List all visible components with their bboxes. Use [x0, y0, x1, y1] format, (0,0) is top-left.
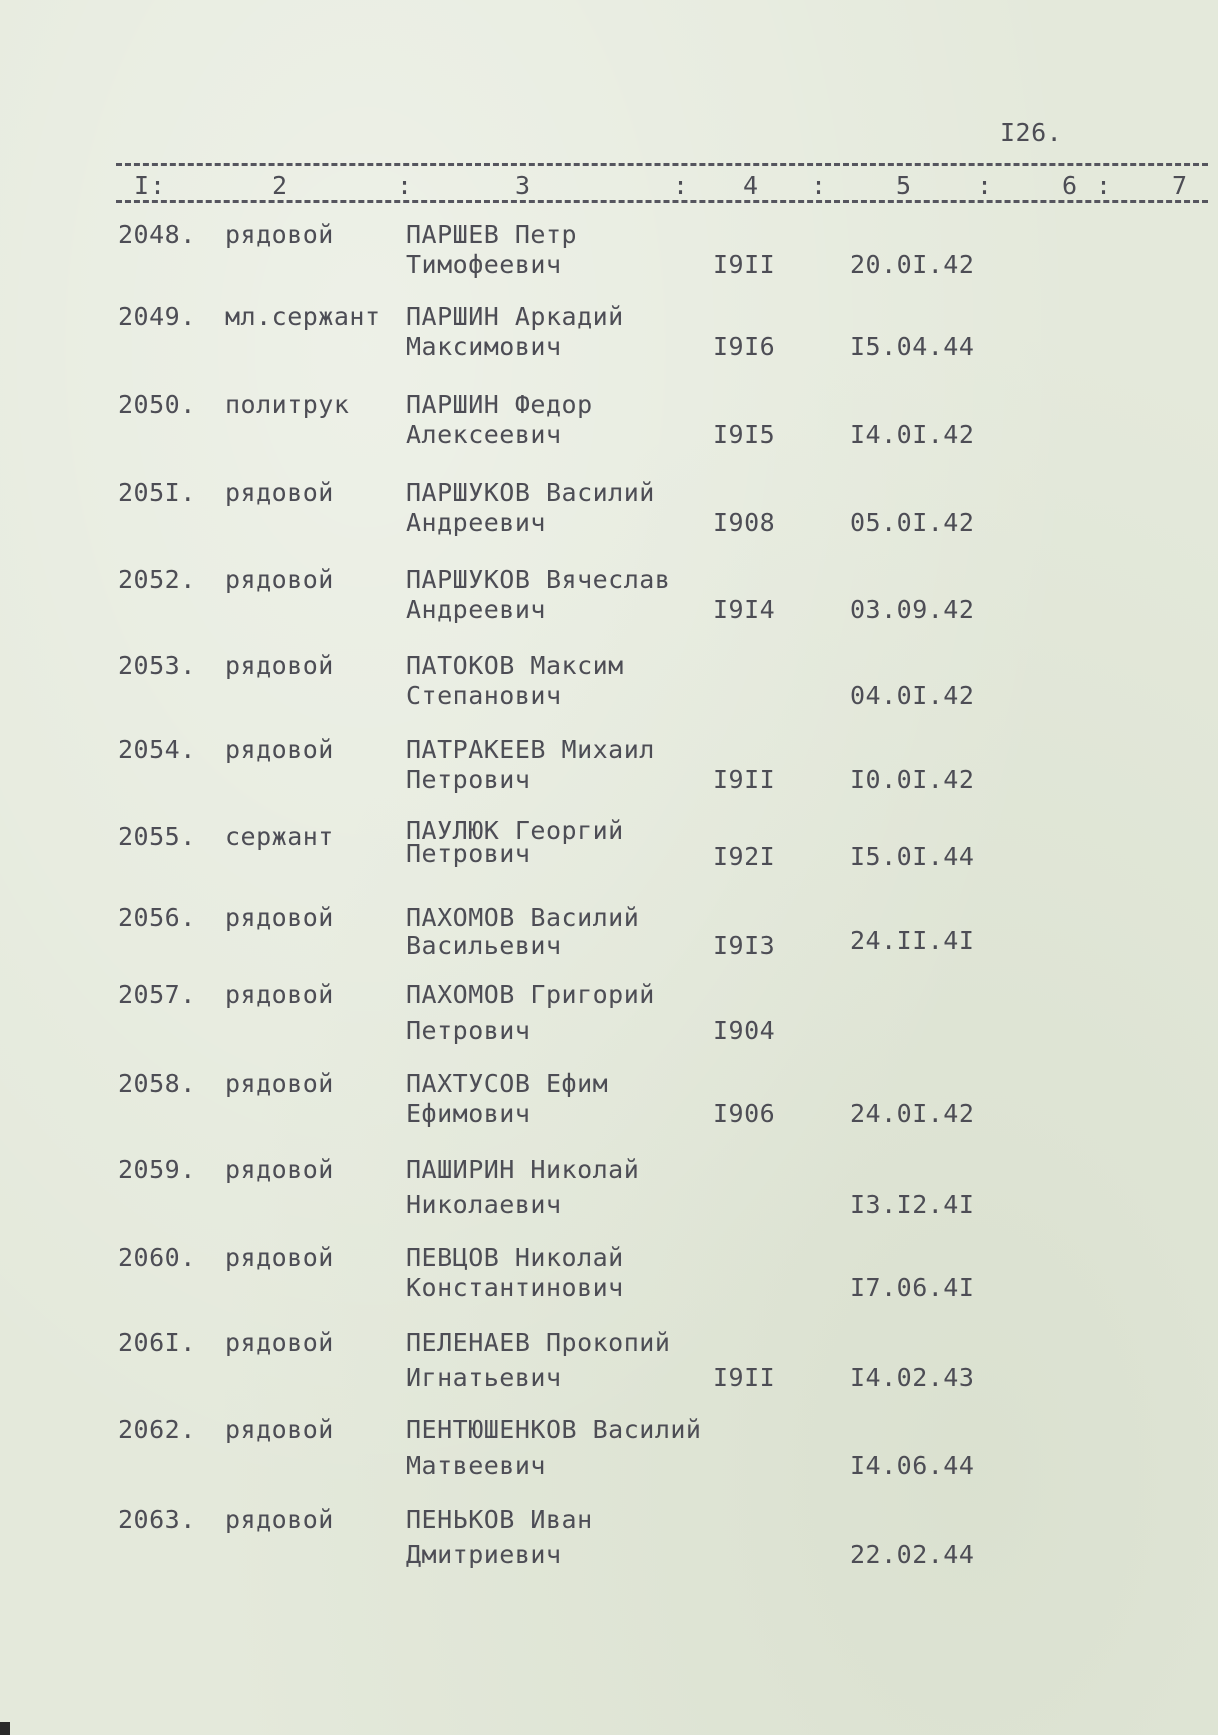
column-header-1: I — [134, 171, 150, 200]
row-name: ПЕЛЕНАЕВ Прокопий — [406, 1328, 671, 1357]
column-separator: : — [397, 171, 413, 200]
row-rank: рядовой — [225, 1069, 334, 1098]
row-patronymic: Тимофеевич — [406, 250, 562, 279]
column-separator: : — [150, 171, 166, 200]
edge-mark — [0, 1722, 10, 1735]
row-birth-year: I906 — [713, 1099, 776, 1128]
column-separator: : — [673, 171, 689, 200]
table-row — [0, 816, 1218, 886]
column-separator: : — [1096, 171, 1112, 200]
row-patronymic: Степанович — [406, 681, 562, 710]
row-birth-year: I9I5 — [713, 420, 776, 449]
row-date: I3.I2.4I — [850, 1190, 975, 1219]
row-birth-year: I904 — [713, 1016, 776, 1045]
row-date: I7.06.4I — [850, 1273, 975, 1302]
table-row — [0, 1155, 1218, 1225]
row-date: I4.02.43 — [850, 1363, 975, 1392]
row-patronymic: Петрович — [406, 1016, 531, 1045]
row-name: ПАТОКОВ Максим — [406, 651, 624, 680]
column-header-5: 5 — [896, 171, 912, 200]
table-row — [0, 1243, 1218, 1313]
table-row — [0, 565, 1218, 635]
row-name: ПАУЛЮК Георгий — [406, 816, 624, 845]
table-row — [0, 980, 1218, 1050]
column-header-7: 7 — [1172, 171, 1188, 200]
row-rank: сержант — [225, 822, 334, 851]
row-rank: рядовой — [225, 220, 334, 249]
row-rank: рядовой — [225, 651, 334, 680]
row-birth-year: I9I4 — [713, 595, 776, 624]
row-rank: рядовой — [225, 1505, 334, 1534]
row-date: 20.0I.42 — [850, 250, 975, 279]
row-number: 2060. — [118, 1243, 196, 1272]
row-date: 24.II.4I — [850, 926, 975, 955]
row-rank: рядовой — [225, 903, 334, 932]
row-patronymic: Андреевич — [406, 595, 546, 624]
row-name: ПЕВЦОВ Николай — [406, 1243, 624, 1272]
row-rank: рядовой — [225, 735, 334, 764]
table-row — [0, 735, 1218, 805]
row-name: ПАРШУКОВ Василий — [406, 478, 655, 507]
table-row — [0, 1505, 1218, 1575]
row-patronymic: Максимович — [406, 332, 562, 361]
row-name: ПАРШУКОВ Вячеслав — [406, 565, 671, 594]
row-number: 2055. — [118, 822, 196, 851]
row-number: 2058. — [118, 1069, 196, 1098]
column-separator: : — [977, 171, 993, 200]
column-separator: : — [811, 171, 827, 200]
row-date: 03.09.42 — [850, 595, 975, 624]
row-number: 2057. — [118, 980, 196, 1009]
row-rank: рядовой — [225, 1155, 334, 1184]
row-patronymic: Ефимович — [406, 1099, 531, 1128]
row-name: ПЕНЬКОВ Иван — [406, 1505, 593, 1534]
row-birth-year: I908 — [713, 508, 776, 537]
row-date: I5.0I.44 — [850, 842, 975, 871]
row-patronymic: Николаевич — [406, 1190, 562, 1219]
row-name: ПАХТУСОВ Ефим — [406, 1069, 609, 1098]
row-name: ПАХОМОВ Василий — [406, 903, 640, 932]
row-date: I4.06.44 — [850, 1451, 975, 1480]
row-name: ПАРШИН Аркадий — [406, 302, 624, 331]
table-row — [0, 1069, 1218, 1139]
row-patronymic: Андреевич — [406, 508, 546, 537]
row-rank: политрук — [225, 390, 350, 419]
row-number: 2048. — [118, 220, 196, 249]
table-row — [0, 302, 1218, 372]
row-number: 2062. — [118, 1415, 196, 1444]
row-name: ПАРШИН Федор — [406, 390, 593, 419]
row-birth-year: I9II — [713, 250, 776, 279]
row-number: 2053. — [118, 651, 196, 680]
row-date: 04.0I.42 — [850, 681, 975, 710]
column-header-4: 4 — [743, 171, 759, 200]
row-birth-year: I92I — [713, 842, 776, 871]
row-number: 2056. — [118, 903, 196, 932]
row-date: I4.0I.42 — [850, 420, 975, 449]
table-row — [0, 390, 1218, 460]
row-number: 2054. — [118, 735, 196, 764]
row-patronymic: Матвеевич — [406, 1451, 546, 1480]
header-rule-bottom — [116, 200, 1208, 203]
row-birth-year: I9I3 — [713, 931, 776, 960]
row-patronymic: Константинович — [406, 1273, 624, 1302]
row-birth-year: I9I6 — [713, 332, 776, 361]
table-row — [0, 903, 1218, 973]
row-number: 2052. — [118, 565, 196, 594]
row-name: ПАХОМОВ Григорий — [406, 980, 655, 1009]
row-date: 05.0I.42 — [850, 508, 975, 537]
row-number: 2059. — [118, 1155, 196, 1184]
row-patronymic: Игнатьевич — [406, 1363, 562, 1392]
row-number: 2063. — [118, 1505, 196, 1534]
row-rank: рядовой — [225, 980, 334, 1009]
row-rank: рядовой — [225, 1243, 334, 1272]
row-patronymic: Дмитриевич — [406, 1540, 562, 1569]
header-rule-top — [116, 163, 1208, 166]
row-rank: рядовой — [225, 1328, 334, 1357]
table-row — [0, 651, 1218, 721]
row-date: I0.0I.42 — [850, 765, 975, 794]
row-number: 2049. — [118, 302, 196, 331]
row-patronymic: Алексеевич — [406, 420, 562, 449]
column-header-2: 2 — [272, 171, 288, 200]
page-number: I26. — [1000, 118, 1063, 147]
row-patronymic: Петрович — [406, 839, 531, 868]
row-date: I5.04.44 — [850, 332, 975, 361]
table-row — [0, 1415, 1218, 1485]
row-birth-year: I9II — [713, 1363, 776, 1392]
column-header-6: 6 — [1062, 171, 1078, 200]
table-row — [0, 1328, 1218, 1398]
row-name: ПАРШЕВ Петр — [406, 220, 578, 249]
row-name: ПАТРАКЕЕВ Михаил — [406, 735, 655, 764]
row-date: 24.0I.42 — [850, 1099, 975, 1128]
row-rank: рядовой — [225, 478, 334, 507]
column-header-3: 3 — [515, 171, 531, 200]
row-rank: мл.сержант — [225, 302, 381, 331]
row-number: 206I. — [118, 1328, 196, 1357]
row-rank: рядовой — [225, 1415, 334, 1444]
row-birth-year: I9II — [713, 765, 776, 794]
table-row — [0, 220, 1218, 290]
row-rank: рядовой — [225, 565, 334, 594]
table-row — [0, 478, 1218, 548]
row-patronymic: Петрович — [406, 765, 531, 794]
row-number: 2050. — [118, 390, 196, 419]
row-date: 22.02.44 — [850, 1540, 975, 1569]
row-patronymic: Васильевич — [406, 931, 562, 960]
row-number: 205I. — [118, 478, 196, 507]
row-name: ПАШИРИН Николай — [406, 1155, 640, 1184]
row-name: ПЕНТЮШЕНКОВ Василий — [406, 1415, 702, 1444]
